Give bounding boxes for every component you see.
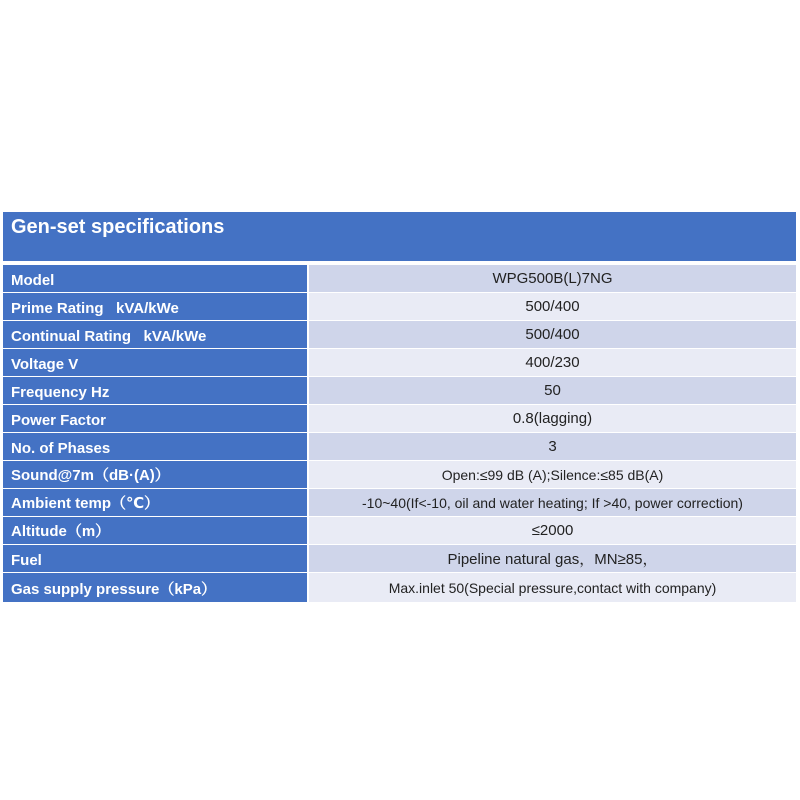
row-value-fuel: Pipeline natural gas，MN≥85，	[309, 545, 796, 572]
table-row	[3, 349, 796, 376]
table-row	[3, 377, 796, 404]
row-label-model: Model	[3, 265, 307, 292]
row-value-gas-pressure: Max.inlet 50(Special pressure,contact with company)	[309, 573, 796, 602]
row-label-continual-rating: Continual Rating kVA/kWe	[3, 321, 307, 348]
row-value-voltage: 400/230	[309, 349, 796, 376]
spec-table	[3, 265, 796, 603]
table-row	[3, 321, 796, 348]
row-value-continual-rating: 500/400	[309, 321, 796, 348]
row-label-frequency: Frequency Hz	[3, 377, 307, 404]
table-row	[3, 293, 796, 320]
row-label-fuel: Fuel	[3, 545, 307, 572]
row-value-model: WPG500B(L)7NG	[309, 265, 796, 292]
row-label-phases: No. of Phases	[3, 433, 307, 460]
table-row	[3, 545, 796, 572]
row-value-altitude: ≤2000	[309, 517, 796, 544]
table-row	[3, 433, 796, 460]
table-row	[3, 573, 796, 602]
table-title: Gen-set specifications	[3, 212, 796, 261]
table-row	[3, 517, 796, 544]
table-row	[3, 489, 796, 516]
row-label-prime-rating: Prime Rating kVA/kWe	[3, 293, 307, 320]
row-label-voltage: Voltage V	[3, 349, 307, 376]
row-label-ambient-temp: Ambient temp（℃）	[3, 489, 307, 516]
row-value-ambient-temp: -10~40(If<-10, oil and water heating; If >40, power correction)	[309, 489, 796, 516]
table-row	[3, 265, 796, 292]
row-label-sound: Sound@7m（dB·(A)）	[3, 461, 307, 488]
row-value-prime-rating: 500/400	[309, 293, 796, 320]
row-label-altitude: Altitude（m）	[3, 517, 307, 544]
table-row	[3, 405, 796, 432]
row-value-frequency: 50	[309, 377, 796, 404]
row-value-power-factor: 0.8(lagging)	[309, 405, 796, 432]
row-label-power-factor: Power Factor	[3, 405, 307, 432]
row-value-phases: 3	[309, 433, 796, 460]
table-row	[3, 461, 796, 488]
row-label-gas-pressure: Gas supply pressure（kPa）	[3, 573, 307, 602]
row-value-sound: Open:≤99 dB (A);Silence:≤85 dB(A)	[309, 461, 796, 488]
